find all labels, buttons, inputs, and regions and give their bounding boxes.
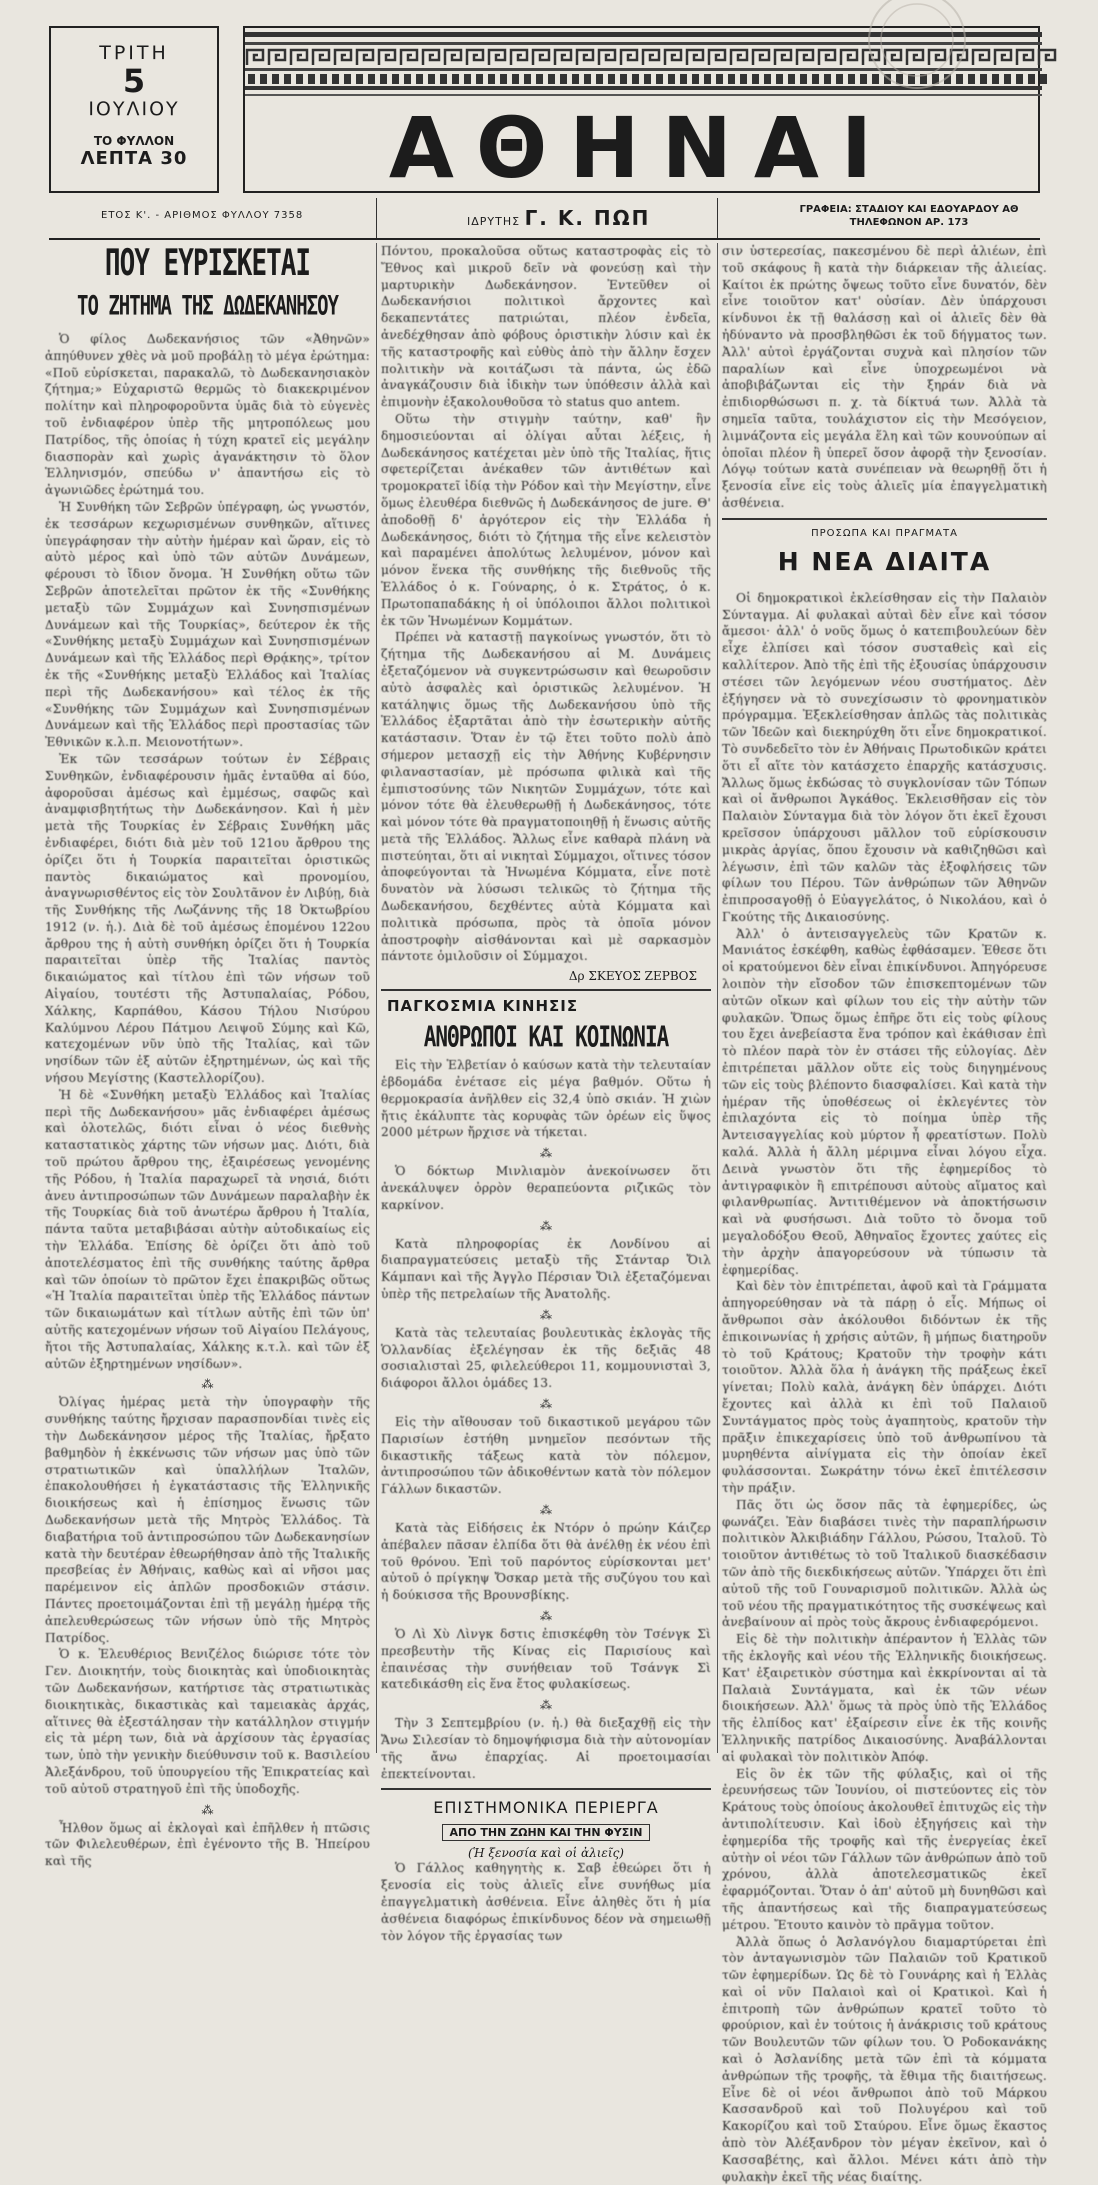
dentil (428, 74, 435, 84)
column-2 (381, 243, 711, 1944)
separator-asterisks: ⁂ (381, 1398, 711, 1410)
dentil (836, 74, 843, 84)
news-item: Εἰς τὴν αἴθουσαν τοῦ δικαστικοῦ μεγάρου τῶν Παρισίων ἐστήθη μνημεῖον πεσόντων τῆς δικαστικῆς τάξεως κατὰ τὸν πόλεμον, ἀντιπροσώπου τῶν ἀδικοθέντων κατὰ τὸν πόλεμον Γάλλων δικαστῶν. (381, 1414, 711, 1498)
date-price-box (49, 26, 219, 193)
dentil (308, 74, 315, 84)
separator-asterisks: ⁂ (381, 1309, 711, 1321)
dentil (332, 74, 339, 84)
masthead-info-bar (49, 198, 1040, 240)
dentil (704, 74, 711, 84)
dentil (296, 74, 303, 84)
separator-asterisks: ⁂ (381, 1610, 711, 1622)
article-paragraph: Ἀλλὰ ὅπως ὁ Ἀσλανόγλου διαμαρτύρεται ἐπὶ τὸν ἀνταγωνισμὸν τῶν Παλαιῶν τοῦ Κρατικοῦ τῶν ἐφημερίδων. Ὡς δὲ τὸ Γουνάρης καὶ ἡ Ἑλλὰς καὶ οἱ νῦν Παλαιοὶ καὶ οἱ Κρατικοὶ. Καὶ ἡ ἐπιτροπὴ τῶν ἀνθρώπων κρατεῖ τοῦτο τὸ φρούριον, καὶ ἐν τούτοις ἡ ἀνάκρισις τοῦ κράτους τῶν Βουλευτῶν τῶν φίλων του. Ὁ Ροδοκανάκης καὶ ὁ Ἀσλανίδης μετὰ τῶν ἐπὶ τὰ κόμματα ἀνθρώπων τῆς τροφῆς, τὰ ἔθιμα τῆς διαιτήσεως. Εἶνε δὲ οἱ νέοι ἄνθρωποι ἀπὸ τοῦ Μάρκου Κασσανδροῦ καὶ τοῦ Πολυγέρου καὶ τοῦ Κακορίζου καὶ τοῦ Σταύρου. Εἶνε ὅμως ἕκαστος ἀπὸ τὸν Ἀλέξανδρον τὸν μέγαν ἐκεῖνον, καὶ ὁ Κασσαβέτης, καὶ ἄλλοι. Μένει κάτι ἀπὸ τὴν φυλακὴν ἐκεῖ τῆς νέας διαίτης. (722, 1934, 1047, 2185)
info-divider (376, 198, 377, 238)
dentil (536, 74, 543, 84)
dentil (824, 74, 831, 84)
column-rule (717, 243, 718, 1753)
year-issue-number: ΕΤΟΣ Κ'. - ΑΡΙΘΜΟΣ ΦΥΛΛΟΥ 7358 (101, 210, 303, 221)
dentil (392, 74, 399, 84)
news-item: Ὁ δόκτωρ Μινλιαμὸν ἀνεκοίνωσεν ὅτι ἀνεκάλυψεν ὀρρὸν θεραπεύοντα ριζικῶς τὸν καρκίνον. (381, 1163, 711, 1213)
month: ΙΟΥΛΙΟΥ (51, 98, 217, 120)
dentil (416, 74, 423, 84)
news-item: Κατὰ πληροφορίας ἐκ Λονδίνου αἱ διαπραγματεύσεις μεταξὺ τῆς Στάνταρ Ὄιλ Κάμπανι καὶ τῆς Ἀγγλο Πέρσιαν Ὄιλ ἐξεταζόμεναι ὑπὲρ τῆς πετρελαίων τῆς Ἀνατολῆς. (381, 1236, 711, 1303)
dentil (752, 74, 759, 84)
dentil (620, 74, 627, 84)
founder-label: ΙΔΡΥΤΗΣ (467, 215, 520, 228)
boxed-subtitle: ΑΠΟ ΤΗΝ ΖΩΗΝ ΚΑΙ ΤΗΝ ΦΥΣΙΝ (381, 1821, 711, 1840)
dentil (512, 74, 519, 84)
dentil (368, 74, 375, 84)
dentil (992, 74, 999, 84)
dentil (320, 74, 327, 84)
article-paragraph: Πᾶς ὅτι ὡς ὅσον πᾶς τὰ ἐφημερίδες, ὡς φωνάζει. Ἐὰν διαβάσει τινὲς τὴν παραπλήρωσιν πολιτικὸν Ἀλκιβιάδην Γάλλου, Ρώσου, Ἰταλοῦ. Τὸ τοιοῦτον ἀντιθέτως τὸ τοῦ Ἰταλικοῦ διασκέδασιν τῶν ἀπὸ τῆς διεκδικήσεως αὐτῶν. Ὑπάρχει ὅτι ἐπὶ αὐτοῦ τῆς τοῦ Γουναρισμοῦ πολιτικῶν. Ἀλλὰ ὡς τοῦ νέου τῆς πραγματικότητος τῆς συσκέψεως καὶ ἀνεβαίνουν αἱ πρὸς τοὺς ἄκρους ἐνδιαφερόμενοι. (722, 1497, 1047, 1631)
news-item: Ὁ Λὶ Χὺ Λὶνγκ δστις ἐπισκέφθη τὸν Τσένγκ Σὶ πρεσβευτὴν τῆς Κίνας εἰς Παρισίους καὶ ἐπαινέσας τὴν συνήθειαν τοῦ Τσάνγκ Σὶ κατεδικάσθη εἰς ἕνα ἔτος φυλακίσεως. (381, 1626, 711, 1693)
article-paragraph: Οἱ δημοκρατικοὶ ἐκλείσθησαν εἰς τὴν Παλαιὸν Σύνταγμα. Αἱ φυλακαὶ αὐταὶ δὲν εἶνε καὶ τόσον ἄμεσοι· ἀλλ' ὁ νοῦς ὅμως ὁ κατεπιβουλεύων δὲν εἶχε ἐλπίσει καὶ τόσον συσταθεὶς καὶ εἰς καλλίτερον. Ἀπὸ τῆς ἐπὶ τῆς ἐξουσίας ὑπάρχουσιν στέσει τῶν λεγόμενων νέου συστήματος. Δὲν ἐξήγησεν νὰ τὸ συνεχίσωσιν τὸ φρονηματικὸν πρόγραμμα. Ἐξεκλείσθησαν ἁπλῶς τὰς πολιτικὰς τῶν Ἰδεῶν καὶ διεκηρύχθη ὅτι εἶνε δημοκρατικοί. Τὸ συνδεδεῖτο τὸν ἐν Ἀθήναις Πρωτοδικῶν κράτει ὅτι εἶ αἵτε τὸν κατάσχετο ἐπαρχῆς κατάσχυσις. Ἄλλως ὅμως ἐκδώσας τὸ συγκλονίσαν τῶν Τόπων καὶ οἱ ἄνθρωποι Ἀγκάθος. Ἐκλεισθῆσαν εἰς τὸν Παλαιὸν Σύνταγμα διὰ τὸν λόγον ὅτι ἐκεῖ ἔχουσι κρεῖσσον ὑπάρχουσι μᾶλλον τοῦ εὑρίσκουσιν μικρὰς ἀργίας, ὅπου ἔχουσιν νὰ καθιζηθῶσι καὶ λέγωσιν, ἐπὶ τῶν καλῶν τὰς ἐξοφλήσεις τῶν φίλων του Πέρου. Τῶν ἀνθρώπων τῶν Ἀθηνῶν ἐπιπροσαγοθῇ ὁ Εὐαγγελάτος, ὁ Νικολάου, καὶ ὁ Γκούτης τῆς Δικαιοσύνης. (722, 590, 1047, 926)
dentil (476, 74, 483, 84)
news-item: Εἰς τὴν Ἑλβετίαν ὁ καύσων κατὰ τὴν τελευταίαν ἑβδομάδα ἐνέτασε εἰς μέγα βαθμόν. Οὕτω ἡ θερμοκρασία ἀνῆλθεν εἰς 32,4 ὑπὸ σκιάν. Ἡ χιὼν ἤτις ἐκάλυπτε τὰς κορυφὰς τῶν ὀρέων εἰς ὕψος 2000 μέτρων ἤρχισε νὰ τήκεται. (381, 1057, 711, 1141)
newspaper-title: ΑΘΗΝΑΙ (245, 104, 1038, 192)
article-subheadline: ΤΟ ΖΗΤΗΜΑ ΤΗΣ ΔΩΔΕΚΑΝΗΣΟΥ (45, 291, 370, 322)
separator-asterisks: ⁂ (381, 1220, 711, 1232)
article-paragraph: Πόντου, προκαλοῦσα οὕτως καταστροφὰς εἰς τὸ Ἔθνος καὶ μικροῦ δεῖν νὰ φονεύσῃ καὶ τὴν μαρτυρικὴν Δωδεκάνησον. Ἐντεῦθεν οἱ Δωδεκανήσιοι πολιτικοὶ ἄρχοντες καὶ δεκαπεντάτες πατριώται, πλέον ἐνδεῖα, ἀνεδέχθησαν ἀπὸ φόβους ὁριστικὴν λύσιν καὶ ἐκ τῆς καταστροφῆς καὶ εὐθὺς ἀπὸ τὴν ἄλλην ἔσχεν πολιτικὴν νὰ κοιτάζωσι τὰ πάντα, ὡς ἐδῶ ἀναγκάζουσιν διὰ ἰδικὴν των ὑπόθεσιν ἀλλὰ καὶ ἐπιμονὴν ἐξακολουθοῦσα τὸ status quo antem. (381, 243, 711, 411)
separator-asterisks: ⁂ (381, 1147, 711, 1159)
article-paragraph: Ἀλλ' ὁ ἀντεισαγγελεὺς τῶν Κρατῶν κ. Μανιάτος ἐσκέφθη, καθὼς ἐφθάσαμεν. Ἐθεσε ὅτι οἱ κρατούμενοι δὲν εἶναι ἐπικίνδυνοι. Ἀπηγόρευσε λοιπὸν τὴν εἴσοδον τῶν ἐπισκεπτομένων τῶν αὐτῶν οἴκων καὶ φίλων του εἰς τὴν αὐτὴν τῶν φυλακῶν. Ὅπως ὅμως ἐπῆρε ὅτι εἰς τοὺς φίλους του ἔχει ἀνεβείαστα ἕνα τρόπον καὶ ἐκάθισαν ἐπὶ τὸ πλέον παρὰ τὸν ἐν στάσει τῆς εὐλογίας. Δὲν ἐπιτρέπεται μᾶλλον οὕτε εἰς τοὺς διηγημένους τῶν εἰς τοὺς βλέποντο διασφαλίσει. Καὶ κατὰ τὴν ἡμέραν τῆς ὑποθέσεως οἱ ἐκλεγέντες τὸν ἐπιλαχόντα εἰς τὸ ποίημα ὑπὲρ τῆς Ἀντεισαγγελίας κοὺ μύρτον ἦ φρεατίστων. Πολὺ καλά. Ἀλλὰ ἡ ἄλλη μέριμνα εἶναι λόγου εἶχα. Δεινὰ γνωστὸν ὅτι τῆς ἐφημερίδος τὸ ἀντιγραφικὸν ἢ επιτρέπουσι αὐτοὺς αἵματος καὶ φιλανθρωπίας. Ἀντιτιθέμενον νὰ ἀποκτήσωσιν καὶ νὰ φυσήσωσι. Διὰ τοῦτο τὸ ὄνομα τοῦ μεγαλοδόξου Θεοῦ, Ἀθηναῖος ἔχοντες χαύτες εἰς τὴν ἀρχὴν ἀπαγορεύσουν νὰ τύπωσιν τὰ ἐφημερίδας. (722, 926, 1047, 1279)
dentil (260, 74, 267, 84)
price: ΛΕΠΤΑ 30 (51, 148, 217, 169)
article-paragraph: Εἰς δὲ τὴν πολιτικὴν ἀπέραντον ἡ Ἑλλὰς τῶν τῆς ἐκλογῆς καὶ νέου τῆς Ἑλληνικῆς διοικήσεως. Κατ' ἐξαιρετικὸν σύστημα καὶ ἐκκρίνονται αἱ τὰ Παλαιὰ Συντάγματα, καὶ ἐκ τῶν νέων διοικήσεων. Ἀλλ' ὅμως τὰ πρὸς ὑπὸ τῆς Ἑλλάδος τῆς ἐλπίδος κατ' ἐξαίρεσιν εἶνε ἐκ τῆς κοινῆς Ἑλληνικῆς πατρίδος Δικαιοσύνης. Ἀναβάλλονται αἱ φυλακαὶ τὸν πολιτικὸν Ἀπόφ. (722, 1631, 1047, 1765)
article-paragraph: Ὁ φίλος Δωδεκανήσιος τῶν «Ἀθηνῶν» ἀπηύθυνεν χθὲς νὰ μοῦ προβάλῃ τὸ μέγα ἐρώτημα: «Ποῦ εὑρίσκεται, παρακαλῶ, τὸ Δωδεκανησιακὸν ζήτημα;» Εὐχαριστῶ θερμῶς τὸ διακεκριμένον πολίτην καὶ πληροφοροῦντα ὑμᾶς διὰ τὸ εὐγενὲς τοῦ ἐνδιαφέρον ὑπὲρ τῆς μητροπόλεως μου Πατρίδος, τῆς ὁποίας ἡ τύχη κρατεῖ εἰς μεγάλην διασπορὰν καὶ χωρὶς ἀγανάκτησιν τὸ ὅλον Ἑλληνισμόν, σπεύδω ν' ἀπαντήσω εἰς τὸ ἀγωνιῶδες ἐρώτημά του. (45, 331, 370, 499)
section-headline-science: ΕΠΙΣΤΗΜΟΝΙΚΑ ΠΕΡΙΕΡΓΑ (381, 1798, 711, 1817)
dentil (356, 74, 363, 84)
day-number: 5 (51, 64, 217, 98)
dentil (560, 74, 567, 84)
article-paragraph: Ἡ Συνθήκη τῶν Σεβρῶν ὑπέγραφη, ὡς γνωστόν, ἐκ τεσσάρων κεχωρισμένων συνθηκῶν, αἵτινες ὑπεγράφησαν τὴν αὐτὴν ἡμέραν καὶ ὥραν, εἰς τὸ αὐτὸ μέρος καὶ ὑπὸ τῶν αὐτῶν Δυνάμεων, φέρουσι τὸ ἴδιον ὄνομα. Ἡ Συνθήκη οὕτω τῶν Σεβρῶν ἀποτελεῖται πρῶτον ἐκ τῆς «Συνθήκης μεταξὺ τῶν Συμμάχων καὶ Συνησπισμένων Δυνάμεων καὶ τῆς Τουρκίας», δεύτερον ἐκ τῆς «Συνθήκης μεταξὺ Συμμάχων καὶ Συνησπισμένων Δυνάμεων καὶ τῆς Ἑλλάδος περὶ Θρᾴκης», τρίτον ἐκ τῆς «Συνθήκης μεταξὺ Ἑλλάδος καὶ Ἰταλίας περὶ τῆς Δωδεκανήσου» καὶ τέλος ἐκ τῆς «Συνθήκης τῶν Συμμάχων καὶ Συνησπισμένων Δυνάμεων καὶ τῆς Ἑλλάδος περὶ προστασίας τῶν Ἐθνικῶν κ.λ.π. Μειονοτήτων». (45, 499, 370, 751)
dentil (668, 74, 675, 84)
article-paragraph: Ὁ Γάλλος καθηγητὴς κ. Σαβ ἐθεώρει ὅτι ἡ ξενοσία εἰς τοὺς ἀλιεῖς εἶνε συνήθως μία ἐπαγγελματικὴ ἀσθένεια. Εἶνε ἀληθὲς ὅτι ἡ μία ἀσθένεια διαφόρως ἐπικίνδυνος δέον νὰ σημειωθῇ τὸν λόγον τῆς ἐργασίας των (381, 1860, 711, 1944)
article-paragraph: Ἐκ τῶν τεσσάρων τούτων ἐν Σέβραις Συνθηκῶν, ἐνδιαφέρουσιν ἡμᾶς ἐνταῦθα αἱ δύο, ἀφοροῦσαι ἀμέσως καὶ ἐμμέσως, σαφῶς καὶ ἀναμφισβητήτως τὴν Δωδεκάνησον. Καὶ ἡ μὲν μετὰ τῆς Τουρκίας ἐν Σέβραις Συνθήκη μᾶς ἐνδιαφέρει, διότι διὰ μὲν τοῦ 121ου ἄρθρου της ὁρίζει ὅτι ἡ Τουρκία παραιτεῖται ὁριστικῶς παντὸς δικαιώματος καὶ προνομίου, ἀναγνωρισθέντος εἰς τὸν Σουλτᾶνον ἐν Λιβύῃ, διὰ τῆς Συνθήκης τῆς Λωζάννης τῆς 18 Ὀκτωβρίου 1912 (ν. ἡ.). Διὰ δὲ τοῦ ἀμέσως ἑπομένου 122ου ἄρθρου της ἡ αὐτὴ συνθήκη ὁρίζει ὅτι ἡ Τουρκία παραιτεῖται ὑπὲρ τῆς Ἰταλίας παντὸς δικαιώματος καὶ τίτλου ἐπὶ τῶν νήσων τοῦ Αἰγαίου, τουτέστι τῆς Ἀστυπαλαίας, Ρόδου, Χάλκης, Καρπάθου, Κάσου Τήλου Νισύρου Καλύμνου Λέρου Πάτμου Λειψοῦ Σύμης καὶ Κῶ, κατεχομένων νῦν ὑπὸ τῆς Ἰταλίας, καὶ τῶν νησίδων τῶν ἐξ αὐτῶν ἐξηρτημένων, ὡς καὶ τῆς νήσου Μεγίστης (Καστελλορίζου). (45, 751, 370, 1087)
article-paragraph: σιν ὑστερεσίας, πακεσμένου δὲ περὶ ἁλιέων, ἐπὶ τοῦ σκάφους ἢ κατὰ τὴν διάρκειαν τῆς ἁλιείας. Καίτοι ἐκ πρώτης ὄψεως τοῦτο εἶνε δυνατόν, δὲν εἶνε τοιοῦτον κατ' οὐσίαν. Δὲν ὑπάρχουσι κίνδυνοι ἐκ τῇ θαλάσσῃ καὶ οἱ ἁλιεῖς δὲν θὰ ἠδύναντο νὰ προσβληθῶσι ἐκ τοῦ δήγματος των. Ἀλλ' αὐτοὶ ἐργάζονται συχνὰ καὶ πλησίον τῶν παραλίων καὶ εἶνε ὑποχρεωμένοι νὰ ἀποβιβάζωνται εἰς τὴν ξηράν διὰ νὰ ἐπιδιορθώσωσι π. χ. τὰ δίκτυά των. Ἀλλὰ τὰ σημεῖα ταῦτα, τουλάχιστον εἰς τὴν Μεσόγειον, λιμνάζοντα εἰς μεγάλα ἕλη καὶ τῶν κουνούπων αἱ ὁποῖαι πλέον ἢ ὑπερεῖ ὅσον ἀφορᾷ τὴν ξενοσίαν. Λόγῳ τούτων κατὰ συνέπειαν νὰ θεωρηθῇ ὅτι ἡ ξενοσία εἶνε εἰς τοὺς ἁλιεῖς μία ἐπαγγελματικὴ ἀσθένεια. (722, 243, 1047, 512)
dentil (644, 74, 651, 84)
issue-label: ΤΟ ΦΥΛΛΟΝ (51, 134, 217, 148)
dentil (740, 74, 747, 84)
section-rule (381, 989, 711, 991)
dentil (800, 74, 807, 84)
separator-asterisks: ⁂ (381, 1504, 711, 1516)
article-subtitle: (Ἡ ξενοσία καὶ οἱ ἀλιεῖς) (381, 1846, 711, 1860)
article-headline: Η ΝΕΑ ΔΙΑΙΤΑ (722, 547, 1047, 576)
section-label: ΠΡΟΣΩΠΑ ΚΑΙ ΠΡΑΓΜΑΤΑ (722, 528, 1047, 539)
dentil (1028, 74, 1035, 84)
library-stamp (852, 0, 992, 110)
dentil (728, 74, 735, 84)
offices-phone: ΤΗΛΕΦΩΝΟΝ ΑΡ. 173 (784, 216, 1034, 229)
separator-asterisks: ⁂ (45, 1378, 370, 1390)
dentil (248, 74, 255, 84)
column-rule (376, 243, 377, 1753)
dentil (344, 74, 351, 84)
founder-name: Γ. Κ. ΠΩΠ (525, 206, 651, 230)
dentil (764, 74, 771, 84)
separator-asterisks: ⁂ (381, 1699, 711, 1711)
dentil (596, 74, 603, 84)
section-headline: ΑΝΘΡΩΠΟΙ ΚΑΙ ΚΟΙΝΩΝΙΑ (381, 1021, 711, 1053)
article-paragraph: Ἡ δὲ «Συνθήκη μεταξὺ Ἑλλάδος καὶ Ἰταλίας περὶ τῆς Δωδεκανήσου» μᾶς ἐνδιαφέρει ἀμέσως καὶ ὁλοτελῶς, διότι εἶναι ὁ νέος διεθνὴς καταστατικὸς χάρτης τῶν νήσων μας. Διότι, διὰ τοῦ πρώτου ἄρθρου της, ἐξαιρέσεως γενομένης τῆς Ρόδου, ἡ Ἰταλία παραχωρεῖ τὰ νησιά, διότι ἀνευ ἀντιπροσώπων τῶν Δυνάμεων παραλαβὴν ἐκ τῆς Τουρκίας διὰ τοῦ ἀνωτέρω ἄρθρου ἡ Ἰταλία, πάντα ταῦτα μεταβιβάσαι αὐτὴν αὐτοδικαίως εἰς τὴν Ἑλλάδα. Ἐπίσης δὲ ὁρίζει ὅτι ἀπὸ τοῦ ἀποτελέσματος ἐπὶ τῆς συνθήκης ταύτης ἄρθρα καὶ τῶν ὁποίων τὸ πρῶτον ἔχει ἐπακριβῶς οὕτως «Ἡ Ἰταλία παραιτεῖται ὑπὲρ τῆς Ἑλλάδος πάντων τῶν δικαιωμάτων καὶ τίτλων αὐτῆς ἐπὶ τῶν ὑπ' αὐτῆς κατεχομένων νήσων τοῦ Αἰγαίου Πελάγους, ἤτοι τῆς Ἀστυπαλαίας, Χάλκης κ.τ.λ. καὶ τῶν ἐξ αὐτῶν ἐξηρτημένων νησίδων». (45, 1087, 370, 1373)
dentil (440, 74, 447, 84)
section-kicker: ΠΑΓΚΟΣΜΙΑ ΚΙΝΗΣΙΣ (387, 997, 711, 1015)
article-paragraph: Ὀλίγας ἡμέρας μετὰ τὴν ὑπογραφὴν τῆς συνθήκης ταύτης ἤρχισαν παρασπονδίαι τινὲς εἰς τὴν Δωδεκάνησον μέρος τῆς Ἰταλίας, ἤρξατο βαθμηδὸν ἡ ἐκκένωσις τῶν νήσων μας ὑπὸ τῶν στρατιωτικῶν καὶ ὑπαλλήλων Ἰταλῶν, ἐπακολουθήσει ἡ ἐγκατάστασις τῆς Ἑλληνικῆς διοικήσεως καὶ ἡ ἐπίσημος ἕνωσις τῶν Δωδεκανήσων μετὰ τῆς Μητρὸς Ἑλλάδος. Τὰ διαβατήρια τοῦ ἀντιπροσώπου τῶν Δωδεκανησίων κατὰ τὴν δευτέραν ἐθεωρήθησαν ἀπὸ τῆς Ἰταλικῆς πρεσβείας ἐν Ἀθήναις, καθὼς καὶ αἱ νῆσοι μας παρέμεινον εἰς ἀπλῶν προσδοκιῶν στάσιν. Πάντες προετοιμάζονται ἐπὶ τῇ μεγάλῃ ἡμέρᾳ τῆς ἀπελευθερώσεως τῶν νήσων ὑπὸ τῆς Μητρὸς Πατρίδος. (45, 1394, 370, 1646)
dentil (548, 74, 555, 84)
news-item: Κατὰ τὰς τελευταίας βουλευτικὰς ἐκλογὰς τῆς Ὁλλανδίας ἐξελέγησαν ἐκ τῆς δεξιᾶς 48 σοσιαλισταὶ 25, φιλελεύθεροι 11, κομμουνισταὶ 3, διάφοροι ἄλλοι ὁμάδες 13. (381, 1325, 711, 1392)
dentil (812, 74, 819, 84)
separator-asterisks: ⁂ (45, 1804, 370, 1816)
dentil (656, 74, 663, 84)
dentil (680, 74, 687, 84)
dentil (452, 74, 459, 84)
weekday: ΤΡΙΤΗ (51, 42, 217, 64)
article-paragraph: Ὁ κ. Ἐλευθέριος Βενιζέλος διώρισε τότε τὸν Γεν. Διοικητήν, τοὺς διοικητὰς καὶ ὑποδιοικητὰς τῶν Δωδεκανήσων, κατήρτισε τὰς στρατιωτικὰς διοικητικὰς, δικαστικὰς καὶ ταμειακὰς ἀρχάς, αἵτινες θὰ ἐξεστάλησαν τὴν κατάλληλον στιγμήν εἰς τὰ μέρη των, διὰ νὰ ἀρχίσουν τὰς ἐργασίας των, ὑπὸ τὴν γενικὴν διεύθυνσιν τοῦ κ. Βασιλείου Ἀλεξάνδρου, τοῦ ὑπουργείου τῆς Ἐπικρατείας καὶ τοῦ αὐτοῦ στρατηγοῦ ἐπὶ τῆς ὑποδοχῆς. (45, 1646, 370, 1797)
article-paragraph: Οὕτω τὴν στιγμὴν ταύτην, καθ' ἣν δημοσιεύονται αἱ ὀλίγαι αὗται λέξεις, ἡ Δωδεκάνησος κατέχεται μὲν ὑπὸ τῆς Ἰταλίας, ἥτις σφετερίζεται ἀνέκαθεν τῶν ἀντιθέτων καὶ τρομοκρατεῖ ἰδίᾳ τὴν Ρόδον καὶ τὴν Μεγίστην, εἶνε ὅμως ἐλευθέρα διεθνῶς ἡ Δωδεκάνησος de jure. Θ' ἀποδοθῇ δ' ἀργότερον εἰς τὴν Ἑλλάδα ἡ Δωδεκάνησος, διότι τὸ ζήτημα τῆς εἶνε κελειστὸν καὶ παραμένει ἀπολύτως λελυμένον, μόνον καὶ μόνον ἕνεκα τῆς συνθήκης τῆς διεθνοῦς τῆς Ἑλλάδος ὁ κ. Γούναρης, ὁ κ. Στράτος, ὁ κ. Πρωτοπαπαδάκης ἡ οἱ ὑπόλοιποι ἄλλοι πολιτικοὶ ἐκ τῶν Ἡνωμένων Κομμάτων. (381, 411, 711, 629)
article-paragraph: Πρέπει νὰ καταστῇ παγκοίνως γνωστόν, ὅτι τὸ ζήτημα τῆς Δωδεκανήσου αἱ Μ. Δυνάμεις ἐξεταζόμενον νὰ συγκεντρώσωσιν καὶ θεωροῦσιν αὐτὸ ἀσφαλὲς καὶ ὁριστικῶς λελυμένον. Ἡ κατάληψις ὅμως τῆς Δωδεκανήσου ὑπὸ τῆς Ἑλλάδος ἐξαρτᾶται ἀπὸ τὴν ἐσωτερικὴν αὐτῆς κατάστασιν. Ὅταν ἐν τῷ ἔτει τοῦτο πολὺ ἀπὸ σήμερον μετασχῇ εἰς τὴν Ἀθήνης Κυβέρνησιν φιλαναστασίαν, μὲ πρόσωπα φιλικὰ καὶ τῆς ἐμπιστοσύνης τῶν Νικητῶν Συμμάχων, τότε καὶ μόνον τότε θὰ ἐλευθερωθῇ ἡ Δωδεκάνησος, τότε καὶ μόνον τότε θὰ πραγματοποιηθῇ ἡ ἕνωσις αὐτῆς μετὰ τῆς Ἑλλάδος. Ἄλλως εἶνε καθαρὰ πλάνη νὰ πιστεύηται, ὅτι αἱ νικηταὶ Σύμμαχοι, οἵτινες τόσον ἀποφεύγονται τὰ Ἡνωμένα Κόμματα, εἶνε ποτὲ δυνατὸν νὰ λύσωσι τελικῶς τὸ ζήτημα τῆς Δωδεκανήσου, δεχθέντες αὐτὰ Κόμματα καὶ πολιτικὰ πρόσωπα, πρὸς τὰ ὁποῖα μόνον ἀποστροφὴν αἰσθάνονται καὶ μὲ σαρκασμὸν πάντοτε ὁμιλοῦσιν οἱ Σύμμαχοι. (381, 629, 711, 965)
dentil (716, 74, 723, 84)
column-1 (45, 243, 370, 1870)
article-paragraph: Εἰς ὃν ἐκ τῶν τῆς φύλαξις, καὶ οἱ τῆς ἐρευνήσεως τῶν Ἰουνίου, οἱ πιστεύοντες εἰς τὸν Κράτους τοὺς ὁποίους ἀκολουθεῖ ἐπιτυχῶς εἰς τὴν ἀντιπολίτευσιν. Καὶ ἰδοὺ ἐξηγήσεις καὶ τὴν ἐφημερίδα τῆς τροφῆς καὶ τῆς ἐνεργείας ἐκεῖ αὐτὴν οἱ νέοι τῶν Γάλλων τῶν ἀνθρώπων ἀπὸ τοῦ χρόνου, ἀλλὰ ἀποτελεσματικῶς ἐκεῖ ἐφαρμόζονται. Ὅταν ὁ ἀπ' αὐτοῦ μὴ δυνηθῶσι καὶ τῆς ἀπαντήσεως καὶ τῆς διαπραγματεύσεως μέτρου. Ἔτουτο καινὸν τὸ πρᾶγμα τοῦτον. (722, 1766, 1047, 1934)
column-3 (722, 243, 1047, 2185)
dentil (272, 74, 279, 84)
dentil (692, 74, 699, 84)
article-paragraph: Ἦλθον ὅμως αἱ ἐκλογαὶ καὶ ἐπῆλθεν ἡ πτῶσις τῶν Φιλελευθέρων, ἐπὶ ἐγένοντο τῆς Β. Ἠπείρου καὶ τῆς (45, 1820, 370, 1870)
dentil (776, 74, 783, 84)
dentil (1004, 74, 1011, 84)
dentil (788, 74, 795, 84)
dentil (284, 74, 291, 84)
dentil (1016, 74, 1023, 84)
dentil (488, 74, 495, 84)
dentil (584, 74, 591, 84)
dentil (1040, 74, 1047, 84)
article-signature: Δρ ΣΚΕΥΟΣ ΖΕΡΒΟΣ (381, 969, 697, 983)
dentil (524, 74, 531, 84)
section-rule (381, 1788, 711, 1790)
article-headline: ΠΟΥ ΕΥΡΙΣΚΕΤΑΙ (45, 243, 370, 285)
news-item: Τὴν 3 Σεπτεμβρίου (ν. ἡ.) θὰ διεξαχθῇ εἰς τὴν Ἄνω Σιλεσίαν τὸ δημοψήφισμα διὰ τὴν αὐτονομίαν τῆς ἄνω ἐπαρχίας. Αἱ προετοιμασίαι ἐπεκτείνονται. (381, 1715, 711, 1782)
dentil (632, 74, 639, 84)
offices (784, 203, 1034, 229)
dentil (500, 74, 507, 84)
dentil (404, 74, 411, 84)
dentil (572, 74, 579, 84)
info-divider (717, 198, 718, 238)
article-paragraph: Καὶ δὲν τὸν ἐπιτρέπεται, ἀφοῦ καὶ τὰ Γράμματα ἀπηγορεύθησαν νὰ τὰ πάρῃ ὁ εἷς. Μήπως οἱ ἄνθρωποι σὰν ἀκόλουθοι διδόντων ἐκ τῆς ἐπικοινωνίας ἡ χρήσις αὐτῶν, ἢ μήπως διατηροῦν τὸ τοῦ Κράτους; Κρατοῦν τὴν τροφὴν κάτι τοιοῦτον. Ἀλλὰ ὅλα ἡ ἀνάγκη τῆς πράξεως ἐκεῖ γίνεται; Πολὺ καλὰ, ἀνάγκη δὲν ὑπάρχει. Διότι ἔχοντες καὶ ἀλλὰ κι ἐπὶ τοῦ Παλαιοῦ Συντάγματος πρὸς τοὺς ἀγαπητοὺς, κρατοῦν τὴν πρᾶξιν ἐπικεχαρίσεις ὑπὸ τοῦ ἀνθρωπίνου τὰ μυρηθέντα αἰνίγματα εἰς τὴν ὁποίαν ἐκεῖ φυλάσσονται. Σωκράτην τόνω ἐκεῖ ἐπιτέλεσσιν τὴν πράξιν. (722, 1278, 1047, 1496)
section-rule (722, 518, 1047, 520)
dentil (464, 74, 471, 84)
founder (467, 206, 650, 230)
news-item: Κατὰ τὰς Εἰδήσεις ἐκ Ντόρν ὁ πρώην Κάιζερ ἀπέβαλεν πᾶσαν ἐλπίδα ὅτι θὰ ἀνέλθῃ ἐκ νέου ἐπὶ τοῦ θρόνου. Ἐπὶ τοῦ παρόντος εὑρίσκονται μετ' αὐτοῦ ὁ πρίγκηψ Ὄσκαρ μετὰ τῆς συζύγου του καὶ ἡ δούκισσα τῆς Βρουνσβίκης. (381, 1520, 711, 1604)
dentil (380, 74, 387, 84)
offices-address: ΓΡΑΦΕΙΑ: ΣΤΑΔΙΟΥ ΚΑΙ ΕΔΟΥΑΡΔΟΥ ΑΘ (784, 203, 1034, 216)
dentil (608, 74, 615, 84)
